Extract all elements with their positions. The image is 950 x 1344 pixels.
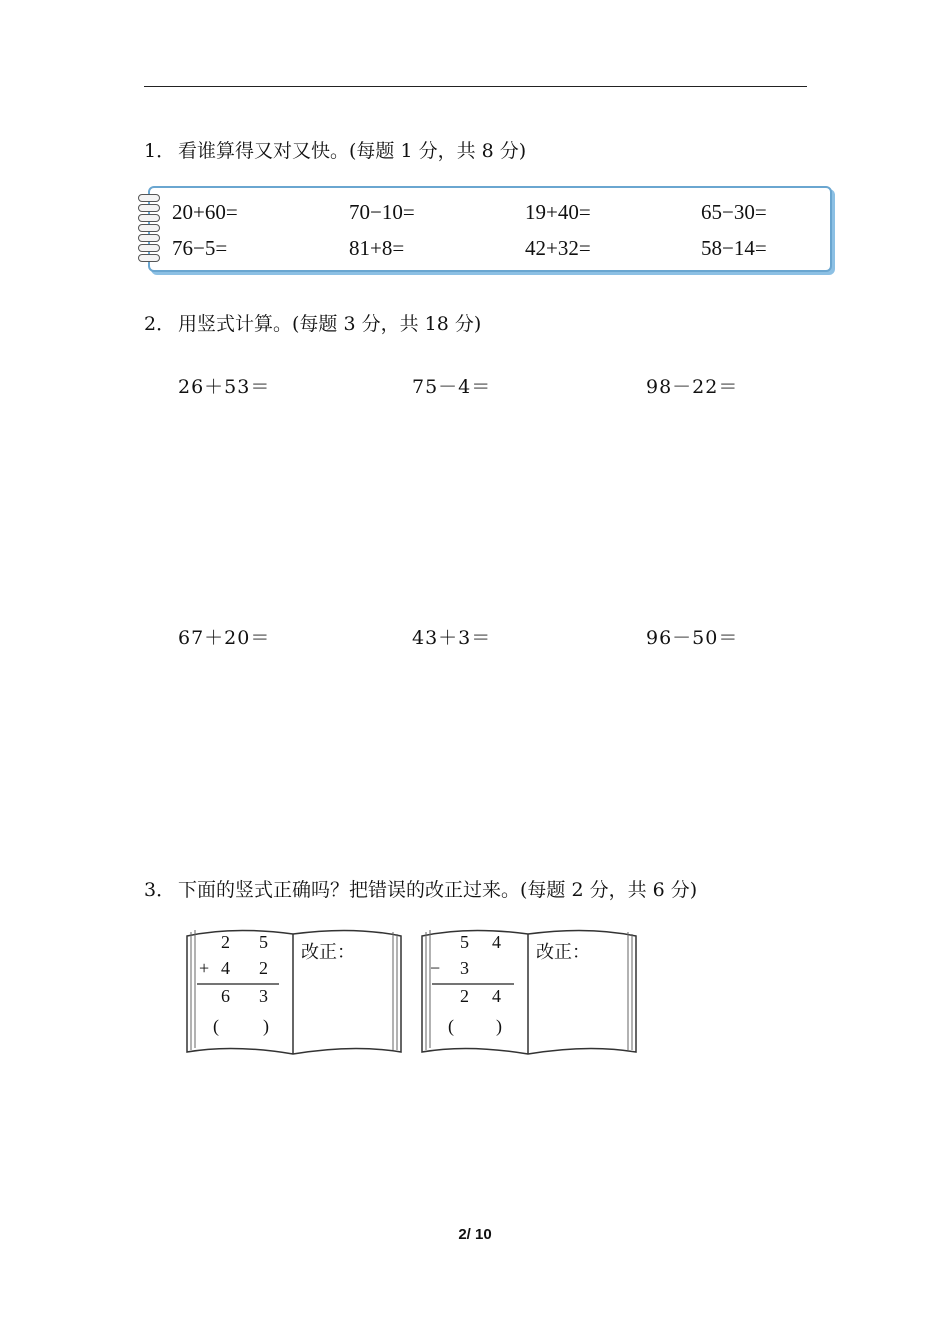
calc-digit: 4 bbox=[492, 986, 501, 1006]
question-2-title bbox=[144, 309, 481, 336]
answer-paren-close: ) bbox=[263, 1016, 269, 1036]
question-3-title bbox=[144, 875, 697, 902]
answer-paren-open: ( bbox=[448, 1016, 454, 1036]
correction-label: 改正： bbox=[301, 942, 355, 963]
open-book-1 bbox=[183, 926, 405, 1058]
open-book-2 bbox=[418, 926, 640, 1058]
calc-digit: 3 bbox=[460, 958, 469, 978]
vertical-calc-item: 96－50＝ bbox=[646, 627, 739, 649]
calc-digit: 5 bbox=[259, 932, 268, 952]
oral-item: 76−5= bbox=[172, 236, 228, 260]
calc-digit: 3 bbox=[259, 986, 268, 1006]
open-book-icon bbox=[183, 926, 405, 1058]
question-number: 2． bbox=[144, 313, 176, 335]
question-text: 用竖式计算。(每题 3 分，共 18 分) bbox=[178, 313, 482, 335]
oral-item: 20+60= bbox=[172, 200, 238, 224]
oral-item: 81+8= bbox=[349, 236, 405, 260]
vertical-calc-item: 43＋3＝ bbox=[412, 627, 492, 649]
oral-item: 65−30= bbox=[701, 200, 767, 224]
question-number: 1． bbox=[144, 140, 176, 162]
question-text: 看谁算得又对又快。(每题 1 分，共 8 分) bbox=[178, 140, 527, 162]
calc-digit: 2 bbox=[259, 958, 268, 978]
vertical-calc-item: 75－4＝ bbox=[412, 376, 492, 398]
calc-digit: 4 bbox=[492, 932, 501, 952]
calc-digit: 6 bbox=[221, 986, 230, 1006]
spiral-binding-icon bbox=[138, 194, 162, 264]
calc-operator: − bbox=[430, 958, 441, 978]
oral-item: 42+32= bbox=[525, 236, 591, 260]
question-text: 下面的竖式正确吗？把错误的改正过来。(每题 2 分，共 6 分) bbox=[178, 879, 698, 901]
answer-paren-close: ) bbox=[496, 1016, 502, 1036]
notebook-panel bbox=[148, 186, 832, 272]
open-book-icon bbox=[418, 926, 640, 1058]
vertical-calc-item: 67＋20＝ bbox=[178, 627, 271, 649]
calc-digit: 2 bbox=[221, 932, 230, 952]
correction-label: 改正： bbox=[536, 942, 590, 963]
question-1-title bbox=[144, 136, 526, 163]
answer-paren-open: ( bbox=[213, 1016, 219, 1036]
oral-item: 19+40= bbox=[525, 200, 591, 224]
calc-operator: + bbox=[199, 958, 210, 978]
calc-digit: 4 bbox=[221, 958, 230, 978]
vertical-calc-item: 26＋53＝ bbox=[178, 376, 271, 398]
oral-item: 70−10= bbox=[349, 200, 415, 224]
page-number: 2/ 10 bbox=[458, 1226, 492, 1243]
vertical-calc-item: 98－22＝ bbox=[646, 376, 739, 398]
calc-digit: 5 bbox=[460, 932, 469, 952]
question-number: 3． bbox=[144, 879, 176, 901]
header-rule bbox=[144, 86, 807, 87]
calc-digit: 2 bbox=[460, 986, 469, 1006]
oral-item: 58−14= bbox=[701, 236, 767, 260]
